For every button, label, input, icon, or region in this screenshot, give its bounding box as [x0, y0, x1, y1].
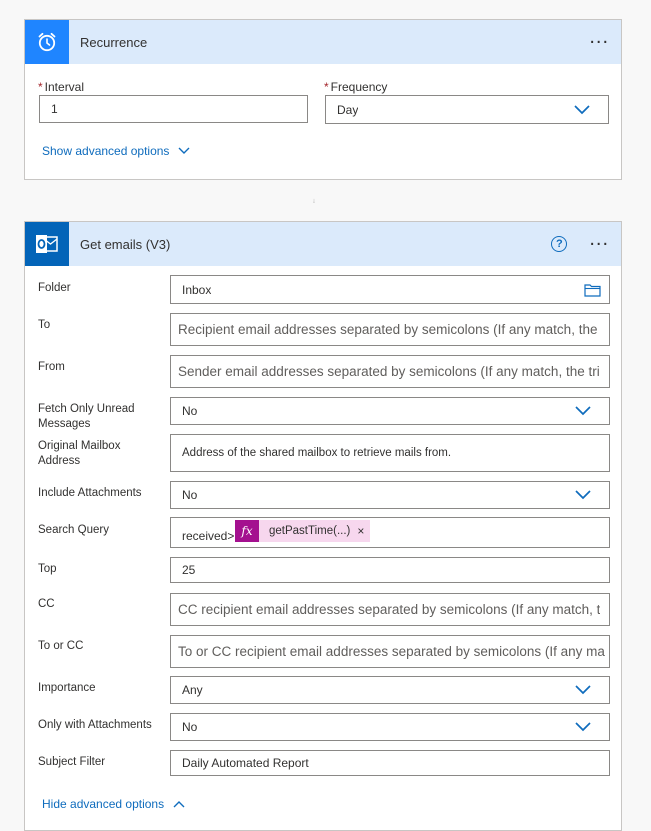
recurrence-menu-ellipsis-icon[interactable]: ...: [589, 26, 609, 48]
folder-label: Folder: [38, 282, 71, 294]
get-emails-header[interactable]: [25, 222, 621, 266]
include-attachments-label: Include Attachments: [38, 487, 142, 499]
function-fx-icon: fx: [235, 520, 259, 542]
only-attachments-label: Only with Attachments: [38, 719, 152, 731]
top-label: Top: [38, 563, 57, 575]
from-label: From: [38, 361, 65, 373]
chevron-down-icon: [575, 406, 591, 416]
cc-label: CC: [38, 598, 55, 610]
chevron-down-icon: [575, 722, 591, 732]
folder-value: Inbox: [182, 282, 212, 297]
to-or-cc-placeholder: To or CC recipient email addresses separated by semicolons (If any ma: [178, 644, 605, 659]
only-attachments-dropdown[interactable]: [170, 713, 610, 741]
interval-input[interactable]: [39, 95, 308, 123]
importance-dropdown[interactable]: [170, 676, 610, 704]
include-attachments-dropdown[interactable]: [170, 481, 610, 509]
outlook-icon: [35, 233, 59, 255]
subject-filter-label: Subject Filter: [38, 756, 106, 768]
outlook-badge: [25, 222, 69, 266]
frequency-value: Day: [337, 102, 359, 117]
remove-token-close-icon[interactable]: ×: [357, 524, 365, 538]
to-or-cc-label: To or CC: [38, 640, 84, 652]
from-input[interactable]: [170, 355, 610, 388]
interval-value: 1: [51, 102, 58, 116]
fetch-unread-value: No: [182, 404, 198, 418]
importance-value: Any: [182, 683, 203, 697]
top-value: 25: [182, 563, 196, 577]
recurrence-badge: [25, 20, 69, 64]
include-attachments-value: No: [182, 488, 198, 502]
chevron-up-icon: [173, 800, 185, 808]
to-input[interactable]: [170, 313, 610, 346]
recurrence-title: Recurrence: [80, 34, 148, 50]
get-emails-card: [24, 221, 622, 831]
interval-label: * Interval: [38, 80, 85, 94]
expression-token[interactable]: [235, 520, 370, 542]
hide-advanced-options-link[interactable]: Hide advanced options: [42, 797, 185, 811]
search-query-label: Search Query: [38, 524, 109, 536]
show-advanced-options-link[interactable]: Show advanced options: [42, 144, 190, 158]
expression-token-text: getPastTime(...): [269, 525, 351, 537]
flow-connector-arrow-icon: [313, 180, 315, 222]
importance-label: Importance: [38, 682, 96, 694]
frequency-dropdown[interactable]: [325, 95, 609, 124]
original-mailbox-placeholder: Address of the shared mailbox to retrieve mails from.: [182, 447, 452, 459]
fetch-unread-dropdown[interactable]: [170, 397, 610, 425]
original-mailbox-input[interactable]: [170, 434, 610, 472]
from-placeholder: Sender email addresses separated by semicolons (If any match, the tri: [178, 364, 600, 379]
get-emails-title: Get emails (V3): [80, 236, 171, 252]
to-label: To: [38, 319, 51, 331]
help-icon[interactable]: ?: [551, 236, 567, 252]
chevron-down-icon: [178, 147, 190, 155]
to-placeholder: Recipient email addresses separated by semicolons (If any match, the: [178, 322, 598, 337]
subject-filter-input[interactable]: [170, 750, 610, 776]
chevron-down-icon: [574, 105, 590, 115]
alarm-clock-icon: [36, 31, 58, 53]
get-emails-menu-ellipsis-icon[interactable]: ...: [589, 228, 609, 250]
recurrence-header[interactable]: [25, 20, 621, 64]
cc-placeholder: CC recipient email addresses separated by semicolons (If any match, t: [178, 602, 601, 617]
search-query-prefix: received>: [182, 529, 235, 543]
cc-input[interactable]: [170, 593, 610, 626]
folder-input[interactable]: [170, 275, 610, 304]
chevron-down-icon: [575, 490, 591, 500]
frequency-label: * Frequency: [324, 80, 388, 94]
fetch-unread-label: Fetch Only Unread Messages: [38, 403, 135, 430]
required-mark: *: [324, 80, 329, 94]
required-mark: *: [38, 80, 43, 94]
subject-filter-value: Daily Automated Report: [182, 756, 309, 770]
to-or-cc-input[interactable]: [170, 635, 610, 668]
original-mailbox-label: Original Mailbox Address: [38, 440, 121, 467]
folder-icon[interactable]: [584, 283, 601, 297]
only-attachments-value: No: [182, 720, 198, 734]
chevron-down-icon: [575, 685, 591, 695]
recurrence-card: [24, 19, 622, 180]
top-input[interactable]: [170, 557, 610, 583]
